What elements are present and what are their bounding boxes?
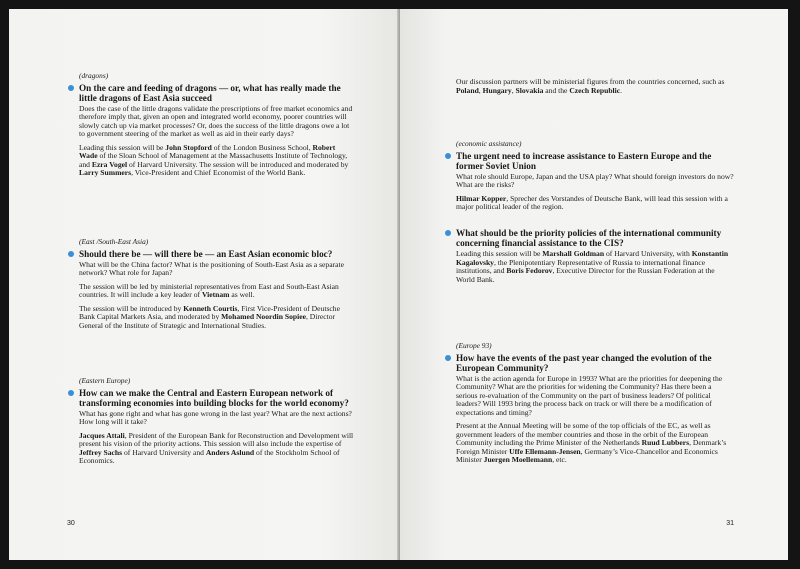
text-run: Leading this session will be bbox=[79, 142, 166, 152]
text-run: and the bbox=[543, 85, 570, 95]
bold-name: Larry Summers bbox=[79, 168, 132, 177]
text-run: What role should Europe, Japan and the USA play? What should foreign investors do now? What are the risks? bbox=[456, 171, 734, 189]
text-run: Does the case of the little dragons validate the prescriptions of free market economics and therefore imply that, given an open and integrated world economy, poorer countries will slowly catch up via market processes? Or, does the success of the little dragons owe a lot to government steering of the market as well as aid in their early days? bbox=[79, 103, 353, 138]
text-run: as well. bbox=[229, 290, 255, 299]
bullet-icon bbox=[68, 390, 74, 396]
text-run: , the Plenipotentiary Representative of Russia to international finance institutions, and bbox=[456, 257, 706, 275]
bullet-icon bbox=[445, 153, 451, 159]
intro-text bbox=[456, 78, 734, 100]
bullet-icon bbox=[445, 230, 451, 236]
section-headline bbox=[79, 249, 355, 259]
section-east-asia bbox=[79, 238, 355, 335]
text-run: Our discussion partners will be ministerial figures from the countries concerned, such as bbox=[456, 77, 725, 86]
paragraph bbox=[456, 78, 734, 95]
section-dragons bbox=[79, 72, 355, 183]
bullet-icon bbox=[68, 251, 74, 257]
bold-name: Poland bbox=[456, 85, 479, 95]
paragraph bbox=[456, 195, 734, 212]
section-tag: (East /South-East Asia) bbox=[79, 237, 149, 246]
bold-name: Anders Aslund bbox=[205, 447, 255, 457]
section-eastern-europe bbox=[79, 377, 355, 471]
paragraph bbox=[79, 105, 355, 139]
bold-name: Jeffrey Sachs bbox=[79, 447, 123, 457]
text-run: Present at the Annual Meeting will be some of the top officials of the EC, as well as government leaders of the member countries and those in the orbit of the European Community including the Prime Minister of the Netherlands bbox=[456, 421, 711, 447]
text-run: , Denmark’s Foreign Minister bbox=[456, 438, 727, 456]
bold-name: Konstantin Kagalovsky bbox=[456, 249, 729, 267]
text-run: , Executive Director for the Russian Federation at the World Bank. bbox=[456, 266, 715, 284]
section-economic-assistance bbox=[456, 140, 734, 217]
bold-name: Uffe Ellemann-Jensen bbox=[509, 446, 581, 456]
text-run: , Sprecher des Vorstandes of Deutsche Bank, will lead this session with a major political leader of the region. bbox=[456, 193, 728, 211]
headline-text: What should be the priority policies of the international community concerning financial assistance to the CIS? bbox=[456, 228, 722, 248]
paragraph bbox=[79, 144, 355, 178]
paragraph bbox=[456, 375, 734, 418]
text-run: The session will be introduced by bbox=[79, 303, 184, 313]
text-run: , etc. bbox=[552, 455, 567, 464]
page-number-right: 31 bbox=[726, 520, 734, 527]
bold-name: Robert Wade bbox=[79, 142, 336, 160]
paragraph bbox=[456, 422, 734, 465]
text-run: of the Sloan School of Management at the Massachusetts Institute of Technology, and bbox=[79, 151, 348, 169]
text-run: , Germany’s Vice-Chancellor and Economics Minister bbox=[456, 446, 718, 464]
text-run: of Harvard University. The session will be introduced and moderated by bbox=[127, 159, 349, 169]
section-headline bbox=[79, 388, 355, 408]
section-tag: (Europe 93) bbox=[456, 341, 492, 350]
section-headline bbox=[456, 151, 734, 171]
text-run: , bbox=[511, 85, 516, 95]
text-run: The session will be led by ministerial representatives from East and South-East Asian countries. It will include a key leader of bbox=[79, 281, 339, 299]
left-page bbox=[9, 9, 399, 560]
text-run: of Harvard University, with bbox=[604, 249, 692, 258]
paragraph bbox=[79, 283, 355, 300]
headline-text: Should there be — will there be — an East Asian economic bloc? bbox=[79, 248, 333, 259]
bold-name: Slovakia bbox=[515, 85, 544, 95]
text-run: Leading this session will be bbox=[456, 249, 543, 258]
paragraph bbox=[456, 250, 734, 284]
section-europe-93 bbox=[456, 342, 734, 470]
paragraph bbox=[79, 261, 355, 278]
bold-name: Marshall Goldman bbox=[542, 249, 605, 258]
bold-name: Ruud Lubbers bbox=[641, 438, 690, 447]
bullet-icon bbox=[445, 355, 451, 361]
text-run: What will be the China factor? What is the positioning of South-East Asia as a separate network? What role for Japan? bbox=[79, 259, 344, 277]
text-run: What is the action agenda for Europe in 1993? What are the priorities for deepening the Community? What are the priorities for widening the Community? Has there been a serious re-evaluation of the Community on the part of business leaders? Of political leaders? Will 1993 bring the process back on track or will there be a modification of expectations and timing? bbox=[456, 373, 723, 417]
section-tag: (economic assistance) bbox=[456, 139, 522, 148]
bold-name: Boris Fedorov bbox=[506, 266, 553, 275]
text-run: , President of the European Bank for Reconstruction and Development will present his vision of the priority actions. This session will also include the expertise of bbox=[79, 430, 354, 448]
paragraph bbox=[79, 305, 355, 331]
text-run: , bbox=[478, 85, 483, 95]
section-headline bbox=[456, 353, 734, 373]
bold-name: Czech Republic bbox=[569, 85, 621, 95]
bold-name: John Stopford bbox=[165, 142, 212, 152]
bold-name: Vietnam bbox=[201, 290, 230, 299]
text-run: , Vice-President and Chief Economist of the World Bank. bbox=[131, 168, 306, 177]
bold-name: Kenneth Courtis bbox=[183, 303, 238, 313]
bold-name: Juergen Moellemann bbox=[483, 455, 553, 464]
paragraph bbox=[79, 432, 355, 466]
headline-text: How can we make the Central and Eastern European network of transforming economies into building blocks for the world economy? bbox=[79, 387, 349, 408]
section-tag: (dragons) bbox=[79, 71, 109, 80]
headline-text: On the care and feeding of dragons — or, what has really made the little dragons of East Asia succeed bbox=[79, 82, 341, 103]
bold-name: Hilmar Kopper bbox=[456, 193, 507, 203]
paragraph bbox=[456, 173, 734, 190]
section-headline bbox=[456, 228, 734, 248]
section-headline bbox=[79, 83, 355, 103]
section-tag: (Eastern Europe) bbox=[79, 376, 131, 385]
text-run: What has gone right and what has gone wrong in the last year? What are the next actions? How long will it take? bbox=[79, 408, 352, 426]
bold-name: Hungary bbox=[482, 85, 512, 95]
bold-name: Mohamed Noordin Sopiee bbox=[221, 312, 306, 321]
text-run: of the Stockholm School of Economics. bbox=[79, 447, 340, 465]
text-run: of Harvard University and bbox=[122, 447, 206, 457]
paragraph bbox=[79, 410, 355, 427]
headline-text: The urgent need to increase assistance to Eastern Europe and the former Soviet Union bbox=[456, 150, 712, 171]
text-run: . bbox=[620, 85, 623, 95]
page-number-left: 30 bbox=[67, 520, 75, 527]
text-run: , First Vice-President of Deutsche Bank Capital Markets Asia, and moderated by bbox=[79, 303, 340, 321]
section-cis-assistance bbox=[456, 228, 734, 289]
headline-text: How have the events of the past year changed the evolution of the European Community? bbox=[456, 352, 712, 373]
text-run: , Director General of the Institute of Strategic and International Studies. bbox=[79, 312, 336, 330]
bold-name: Jacques Attali bbox=[79, 430, 125, 440]
bullet-icon bbox=[68, 85, 74, 91]
text-run: of the London Business School, bbox=[211, 142, 313, 152]
bold-name: Ezra Vogel bbox=[91, 159, 128, 169]
right-page bbox=[400, 9, 788, 560]
